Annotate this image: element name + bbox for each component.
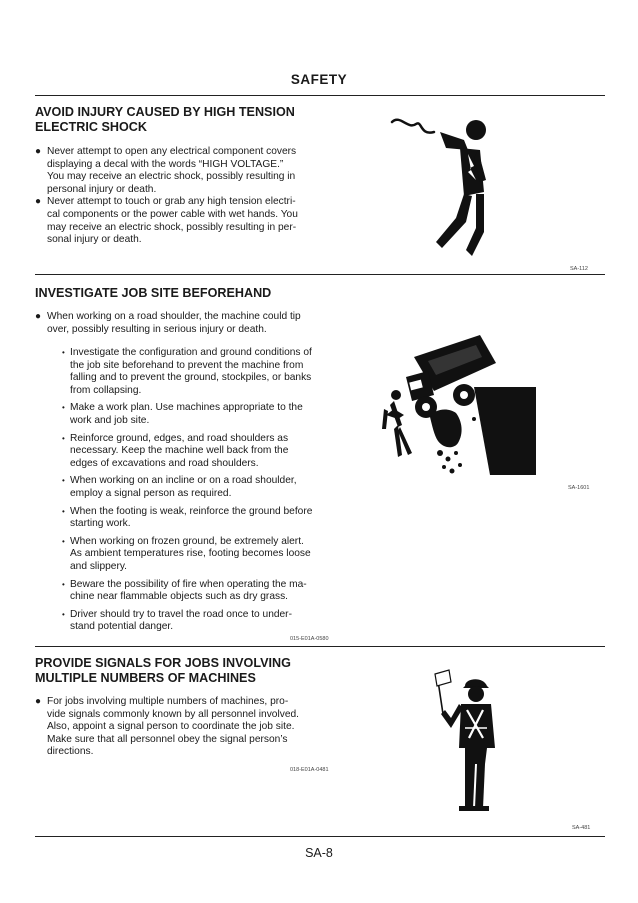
list-item: ● Never attempt to open any electrical component covers displaying a decal with the words “HIGH VOLTAGE.” You may receive an electric shock, possibly resulting in personal injury or death. bbox=[35, 146, 297, 195]
list-item: • When working on frozen ground, be extremely alert. As ambient temperatures rise, footing becomes loose and slippery. bbox=[62, 535, 311, 572]
bullet-list bbox=[35, 146, 335, 247]
text-code: 015-E01A-0580 bbox=[290, 636, 329, 642]
section-heading-job-site: INVESTIGATE JOB SITE BEFOREHAND bbox=[35, 286, 272, 300]
list-item: ● For jobs involving multiple numbers of machines, pro- vide signals commonly known by all personnel involved. Also, appoint a signal person to coordinate the job site. Make sure that all personnel obey the signal person’s directions. bbox=[35, 696, 299, 758]
list-item: • Investigate the configuration and ground conditions of the job site beforehand to prevent the machine from falling and to prevent the ground, stockpiles, or banks from collapsing. bbox=[62, 347, 312, 396]
list-item: • Driver should try to travel the road once to under- stand potential danger. bbox=[62, 608, 292, 633]
heading-line: AVOID INJURY CAUSED BY HIGH TENSION bbox=[35, 105, 295, 119]
list-item: ● Never attempt to touch or grab any high tension electri- cal components or the power cable with wet hands. You may receive an electric shock, possibly resulting in per- sonal injury or death. bbox=[35, 196, 298, 246]
list-item: • When the footing is weak, reinforce the ground before starting work. bbox=[62, 505, 313, 530]
list-item: • Beware the possibility of fire when operating the ma- chine near flammable objects such as dry grass. bbox=[62, 578, 307, 603]
list-item: • When working on an incline or on a road shoulder, employ a signal person as required. bbox=[62, 475, 297, 499]
signal-person-figure bbox=[425, 668, 505, 818]
list-item: • Make a work plan. Use machines appropriate to the work and job site. bbox=[62, 402, 303, 426]
bullet-list bbox=[35, 311, 335, 336]
bullet-list bbox=[35, 696, 335, 759]
sub-bullet-list bbox=[58, 347, 338, 634]
heading-line: PROVIDE SIGNALS FOR JOBS INVOLVING bbox=[35, 656, 291, 670]
section-heading-signals bbox=[35, 656, 335, 686]
divider bbox=[35, 646, 605, 647]
dump-truck-tipping-figure bbox=[378, 325, 540, 480]
divider bbox=[35, 95, 605, 96]
page-number: SA-8 bbox=[305, 846, 333, 860]
page-title: SAFETY bbox=[290, 72, 348, 87]
figure-code: SA-112 bbox=[570, 266, 588, 272]
text-code: 018-E01A-0481 bbox=[290, 767, 329, 773]
figure-code: SA-481 bbox=[572, 825, 591, 831]
figure-code: SA-1601 bbox=[568, 485, 590, 491]
heading-line: MULTIPLE NUMBERS OF MACHINES bbox=[35, 671, 256, 685]
divider bbox=[35, 274, 605, 275]
divider bbox=[35, 836, 605, 837]
heading-line: ELECTRIC SHOCK bbox=[35, 120, 147, 134]
section-heading-electric-shock bbox=[35, 105, 335, 135]
list-item: • Reinforce ground, edges, and road shoulders as necessary. Keep the machine well back from the edges of excavations and road shoulders. bbox=[62, 432, 289, 469]
list-item: ● When working on a road shoulder, the machine could tip over, possibly resulting in serious injury or death. bbox=[35, 311, 301, 335]
electric-shock-figure bbox=[380, 110, 490, 260]
